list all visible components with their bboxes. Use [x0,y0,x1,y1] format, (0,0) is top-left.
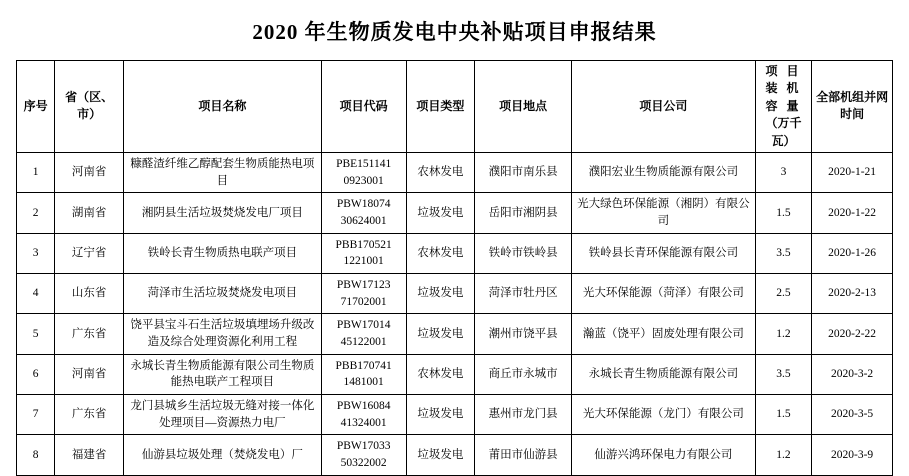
cell-project-company: 光大环保能源（龙门）有限公司 [572,395,756,435]
column-header-project-name: 项目名称 [123,61,321,153]
cell-province: 河南省 [55,152,124,192]
cell-project-code-line2: 50322002 [340,457,387,470]
table-row [17,395,893,435]
cell-capacity: 1.5 [755,395,812,435]
cell-project-location: 潮州市饶平县 [475,314,572,354]
subsidy-results-table [16,60,893,476]
cell-project-location: 铁岭市铁岭县 [475,233,572,273]
column-header-project-company: 项目公司 [572,61,756,153]
cell-grid-time: 2020-3-5 [812,395,893,435]
cell-index: 6 [17,354,55,394]
cell-project-code-line1: PBE151141 [336,157,392,170]
cell-capacity: 3.5 [755,233,812,273]
cell-project-location: 菏泽市牡丹区 [475,273,572,313]
cell-index: 3 [17,233,55,273]
cell-capacity: 1.2 [755,435,812,475]
cell-project-location: 濮阳市南乐县 [475,152,572,192]
cell-project-name: 龙门县城乡生活垃圾无缝对接一体化处理项目—资源热力电厂 [123,395,321,435]
cell-project-code-line2: 30624001 [340,214,387,227]
cell-province: 福建省 [55,435,124,475]
cell-capacity: 2.5 [755,273,812,313]
cell-project-code-line1: PBW18074 [336,198,391,211]
table-row [17,314,893,354]
cell-project-name: 湘阴县生活垃圾焚烧发电厂项目 [123,193,321,233]
cell-project-name: 饶平县宝斗石生活垃圾填埋场升级改造及综合处理资源化利用工程 [123,314,321,354]
table-row [17,435,893,475]
table-body [17,152,893,475]
cell-project-location: 商丘市永城市 [475,354,572,394]
column-header-capacity-label: 项 目 装 机 容 量 [765,64,802,113]
cell-province: 广东省 [55,395,124,435]
cell-project-code [321,354,406,394]
table-row [17,152,893,192]
cell-index: 7 [17,395,55,435]
cell-project-type: 垃圾发电 [406,273,475,313]
cell-project-location: 惠州市龙门县 [475,395,572,435]
table-row [17,193,893,233]
cell-grid-time: 2020-1-26 [812,233,893,273]
column-header-province: 省（区、市） [55,61,124,153]
cell-project-location: 莆田市仙游县 [475,435,572,475]
cell-capacity: 3.5 [755,354,812,394]
cell-project-code [321,314,406,354]
cell-project-code-line1: PBW16084 [336,400,391,413]
table-row [17,233,893,273]
cell-capacity: 3 [755,152,812,192]
cell-project-type: 农林发电 [406,152,475,192]
cell-index: 2 [17,193,55,233]
cell-grid-time: 2020-1-22 [812,193,893,233]
column-header-project-type: 项目类型 [406,61,475,153]
cell-index: 4 [17,273,55,313]
cell-index: 5 [17,314,55,354]
cell-project-code-line1: PBW17123 [336,278,391,291]
cell-project-code-line1: PBB170521 [335,238,392,251]
cell-project-code [321,233,406,273]
cell-province: 广东省 [55,314,124,354]
cell-project-type: 垃圾发电 [406,314,475,354]
cell-project-code [321,395,406,435]
cell-project-code-line1: PBB170741 [335,359,392,372]
cell-capacity: 1.5 [755,193,812,233]
cell-project-company: 永城长青生物质能源有限公司 [572,354,756,394]
column-header-project-location: 项目地点 [475,61,572,153]
cell-index: 8 [17,435,55,475]
table-row [17,354,893,394]
cell-project-code [321,273,406,313]
cell-project-code [321,435,406,475]
cell-province: 湖南省 [55,193,124,233]
cell-grid-time: 2020-1-21 [812,152,893,192]
table-header-row [17,61,893,153]
cell-project-code-line2: 1221001 [343,255,384,268]
cell-project-type: 农林发电 [406,233,475,273]
column-header-index: 序号 [17,61,55,153]
cell-project-company: 濮阳宏业生物质能源有限公司 [572,152,756,192]
cell-project-name: 铁岭长青生物质热电联产项目 [123,233,321,273]
cell-project-company: 仙游兴鸿环保电力有限公司 [572,435,756,475]
cell-project-code-line2: 71702001 [340,295,387,308]
cell-project-type: 垃圾发电 [406,435,475,475]
column-header-capacity [755,61,812,153]
cell-project-location: 岳阳市湘阴县 [475,193,572,233]
table-header [17,61,893,153]
cell-project-code-line1: PBW17033 [336,440,391,453]
table-container [0,60,909,476]
column-header-grid-time: 全部机组并网时间 [812,61,893,153]
cell-project-company: 铁岭县长青环保能源有限公司 [572,233,756,273]
cell-grid-time: 2020-2-13 [812,273,893,313]
cell-project-name: 仙游县垃圾处理（焚烧发电）厂 [123,435,321,475]
cell-grid-time: 2020-3-2 [812,354,893,394]
column-header-project-code: 项目代码 [321,61,406,153]
page-title: 2020 年生物质发电中央补贴项目申报结果 [252,20,657,44]
cell-grid-time: 2020-3-9 [812,435,893,475]
cell-project-code [321,152,406,192]
column-header-capacity-unit: （万千瓦） [765,116,802,148]
cell-province: 河南省 [55,354,124,394]
cell-capacity: 1.2 [755,314,812,354]
cell-project-company: 光大环保能源（菏泽）有限公司 [572,273,756,313]
cell-province: 山东省 [55,273,124,313]
cell-province: 辽宁省 [55,233,124,273]
cell-project-company: 瀚蓝（饶平）固废处理有限公司 [572,314,756,354]
cell-project-code-line1: PBW17014 [336,319,391,332]
cell-project-code [321,193,406,233]
cell-project-code-line2: 41324001 [340,416,387,429]
table-row [17,273,893,313]
cell-project-name: 菏泽市生活垃圾焚烧发电项目 [123,273,321,313]
cell-project-code-line2: 1481001 [343,376,384,389]
cell-project-type: 农林发电 [406,354,475,394]
cell-project-code-line2: 45122001 [340,336,387,348]
cell-project-type: 垃圾发电 [406,193,475,233]
cell-project-company: 光大绿色环保能源（湘阴）有限公司 [572,193,756,233]
cell-project-name: 糠醛渣纤维乙醇配套生物质能热电项目 [123,152,321,192]
cell-project-name: 永城长青生物质能源有限公司生物质能热电联产工程项目 [123,354,321,394]
cell-index: 1 [17,152,55,192]
cell-project-code-line2: 0923001 [343,174,384,187]
cell-grid-time: 2020-2-22 [812,314,893,354]
cell-project-type: 垃圾发电 [406,395,475,435]
